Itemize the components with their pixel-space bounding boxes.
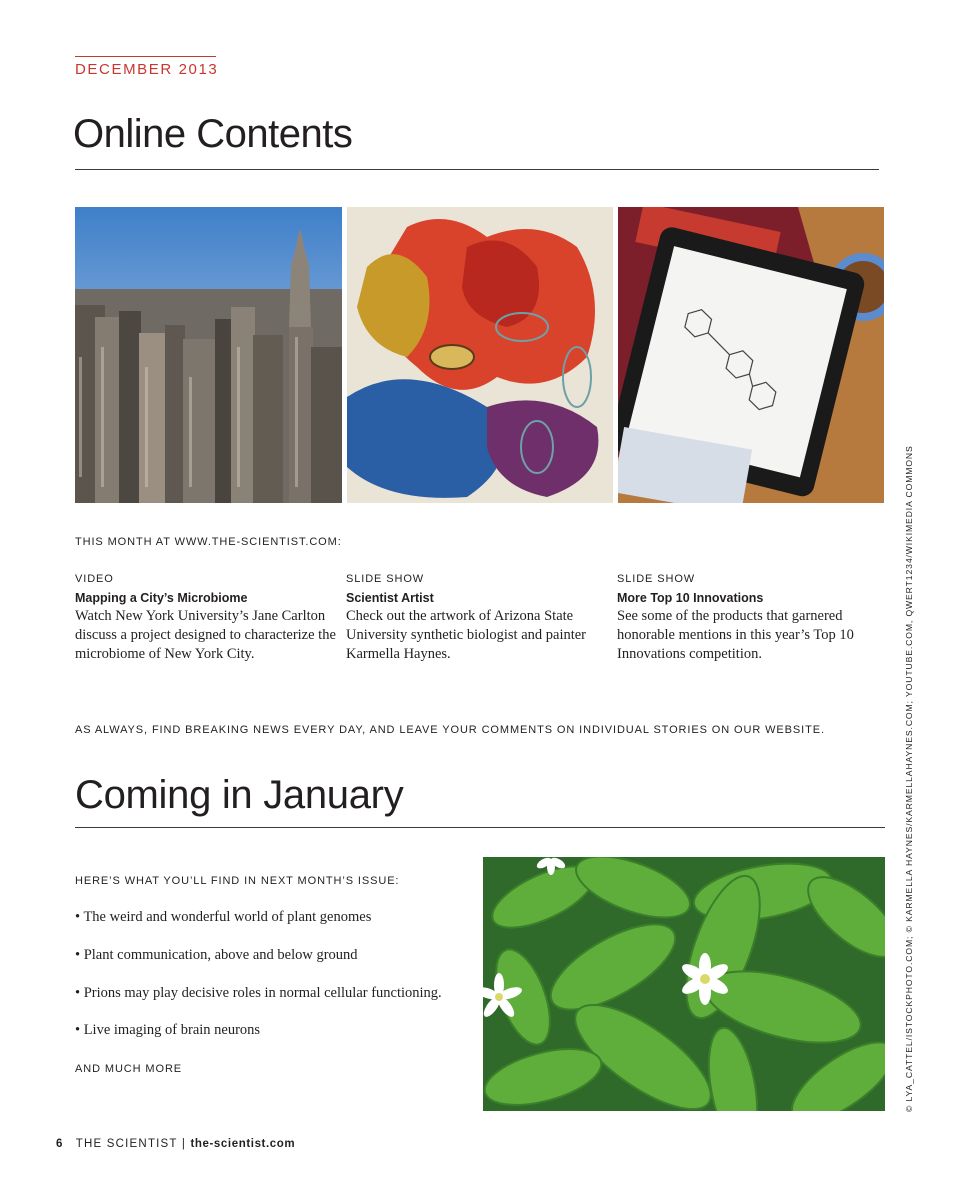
- page-title: Online Contents: [73, 112, 353, 156]
- photo-credit: © LYA_CATTEL/ISTOCKPHOTO.COM; © KARMELLA HAYNES/KARMELLAHAYNES.COM; YOUTUBE.COM, QWERT1234/WIKIMEDIA COMMONS: [904, 445, 914, 1112]
- feature-slideshow-innovations: [617, 573, 882, 664]
- plant-leaves-photo: [483, 857, 885, 1111]
- feature-body: See some of the products that garnered honorable mentions in this year’s Top 10 Innovations competition.: [617, 608, 854, 662]
- feature-body: Check out the artwork of Arizona State University synthetic biologist and painter Karmella Haynes.: [346, 608, 587, 662]
- feature-category: VIDEO: [75, 573, 114, 585]
- feature-category: SLIDE SHOW: [346, 573, 425, 585]
- tablet-molecule-photo: [618, 207, 884, 503]
- issue-date: DECEMBER 2013: [75, 61, 219, 78]
- feature-headline[interactable]: More Top 10 Innovations: [617, 591, 764, 605]
- issue-date-rule: [75, 56, 216, 57]
- feature-slideshow-artist: [346, 573, 611, 664]
- feature-headline[interactable]: Mapping a City’s Microbiome: [75, 591, 248, 605]
- footer-separator: |: [181, 1138, 187, 1150]
- list-item: • The weird and wonderful world of plant genomes: [75, 909, 372, 925]
- feature-headline[interactable]: Scientist Artist: [346, 591, 434, 605]
- list-item: • Prions may play decisive roles in normal cellular functioning.: [75, 985, 442, 1001]
- list-item: • Live imaging of brain neurons: [75, 1022, 261, 1038]
- city-skyline-photo: [75, 207, 342, 503]
- website-link[interactable]: the-scientist.com: [190, 1138, 296, 1150]
- section-title-coming: Coming in January: [75, 773, 404, 817]
- list-item: • Plant communication, above and below ground: [75, 947, 358, 963]
- magazine-name: THE SCIENTIST: [75, 1138, 178, 1150]
- microbe-painting: [347, 207, 613, 503]
- title-divider: [75, 169, 879, 170]
- much-more-label: AND MUCH MORE: [75, 1063, 183, 1075]
- always-note: AS ALWAYS, FIND BREAKING NEWS EVERY DAY, AND LEAVE YOUR COMMENTS ON INDIVIDUAL STORIES ON OUR WEBSITE.: [75, 724, 825, 736]
- section-divider: [75, 827, 885, 828]
- feature-category: SLIDE SHOW: [617, 573, 696, 585]
- page-footer: [56, 1138, 295, 1150]
- feature-body: Watch New York University’s Jane Carlton discuss a project designed to characterize the microbiome of New York City.: [75, 608, 336, 662]
- next-issue-label: HERE’S WHAT YOU’LL FIND IN NEXT MONTH’S ISSUE:: [75, 875, 400, 887]
- page-number: 6: [56, 1138, 64, 1150]
- this-month-label: THIS MONTH AT WWW.THE-SCIENTIST.COM:: [75, 536, 342, 548]
- feature-video: [75, 573, 340, 664]
